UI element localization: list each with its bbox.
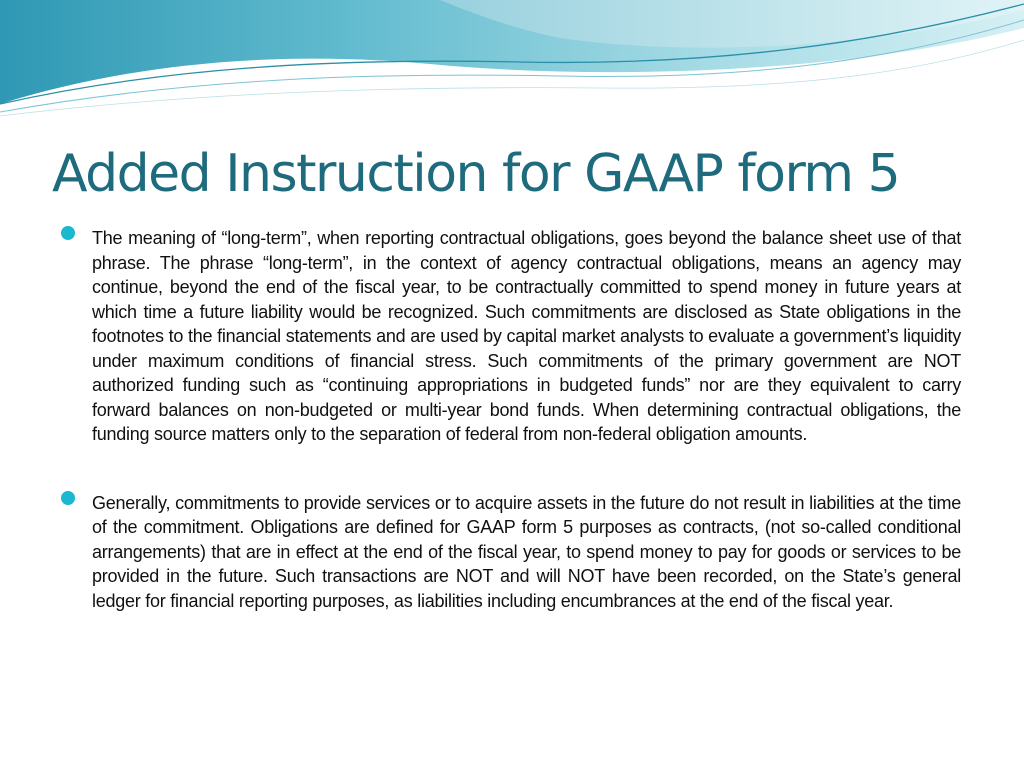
header-wave-decoration — [0, 0, 1024, 120]
bullet-dot-icon — [61, 491, 75, 505]
bullet-item-commitments — [0, 491, 1024, 614]
slide-title: Added Instruction for GAAP form 5 — [52, 144, 900, 204]
bullet-text: The meaning of “long-term”, when reporting contractual obligations, goes beyond the balance sheet use of that phrase. The phrase “long-term”, in the context of agency contractual obligations, means an agency may continue, beyond the end of the fiscal year, to be contractually committed to spend money in future years at which time a future liability would be recognized. Such commitments are disclosed as State obligations in the footnotes to the financial statements and are used by capital market analysts to evaluate a government’s liquidity under maximum conditions of financial stress. Such commitments of the primary government are NOT authorized funding such as “continuing appropriations in budgeted funds” nor are they equivalent to carry forward balances on non-budgeted or multi-year bond funds. When determining contractual obligations, the funding source matters only to the separation of federal from non-federal obligation amounts. — [92, 228, 961, 444]
bullet-dot-icon — [61, 226, 75, 240]
bullet-item-long-term — [0, 226, 1024, 447]
bullet-text: Generally, commitments to provide services or to acquire assets in the future do not result in liabilities at the time of the commitment. Obligations are defined for GAAP form 5 purposes as contracts, (not so-called conditional arrangements) that are in effect at the end of the fiscal year, to spend money to pay for goods or services to be provided in the future. Such transactions are NOT and will NOT have been recorded, on the State’s general ledger for financial reporting purposes, as liabilities including encumbrances at the end of the fiscal year. — [92, 492, 961, 611]
bullet-list — [0, 226, 1024, 657]
